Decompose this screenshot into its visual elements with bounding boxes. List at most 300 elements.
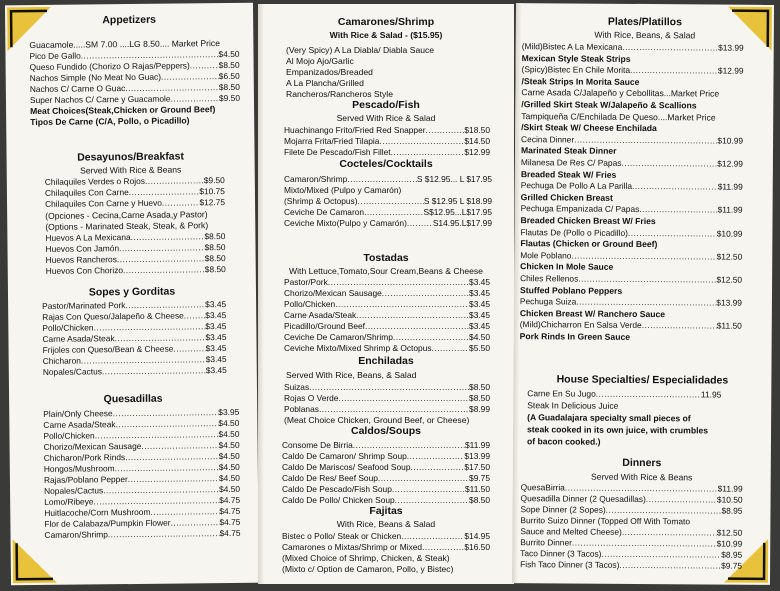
english-description: Breaded Steak W/ Fries	[520, 168, 617, 180]
item-name: Nopales/Cactus	[44, 485, 104, 496]
section-subtitle: With Rice & Salad - ($15.95)	[329, 30, 443, 40]
item-name: Camaron/Shrimp	[284, 174, 348, 184]
menu-item-row	[282, 542, 490, 552]
menu-item-row	[520, 504, 742, 516]
menu-item-row	[282, 473, 490, 483]
item-name: Rajas/Poblano Pepper	[43, 474, 128, 485]
item-name: Ceviche Mixto/Mixed Shrimp & Octopus	[284, 343, 432, 353]
menu-item-row	[521, 204, 743, 216]
menu-item-line: Tampiqueña C/Enchilada De Queso....Market Price	[521, 110, 716, 123]
item-price: $4.50	[219, 483, 241, 495]
leader-dots	[574, 134, 717, 145]
menu-item-row	[522, 64, 744, 76]
item-name: Burrito Suizo Dinner (Topped Off With Tomato	[520, 515, 691, 527]
menu-item-row	[44, 473, 240, 485]
menu-item-row	[520, 296, 742, 308]
item-name: Milanesa De Res C/ Papas	[520, 157, 622, 168]
leader-dots	[184, 310, 206, 320]
english-description: Chicken Breast W/ Ranchero Sauce	[519, 307, 666, 319]
leader-dots	[117, 253, 205, 264]
item-name: (Shrimp & Octopus)	[284, 196, 358, 206]
item-name: Rajas Con Queso/Jalapeño & Cheese	[42, 310, 184, 322]
leader-dots	[601, 549, 721, 560]
item-name: Chiles Rellenos	[520, 273, 579, 284]
item-price: $4.50	[218, 450, 240, 462]
shrimp-style-line: Al Mojo Ajo/Garlic	[286, 56, 354, 66]
item-price: $4.75	[219, 527, 241, 539]
item-name: Mole Poblano	[520, 249, 572, 261]
english-description: /Skirt Steak W/ Cheese Enchilada	[521, 122, 657, 134]
item-name: Hongos/Mushroom	[43, 463, 115, 474]
menu-item-row	[284, 310, 490, 320]
menu-item-row	[284, 299, 490, 309]
section-title-fajitas: Fajitas	[369, 505, 403, 517]
item-name: Mixto/Mixed (Pulpo y Camarón)	[284, 185, 402, 195]
menu-item-row	[44, 440, 240, 452]
item-price: $10.99	[717, 135, 744, 146]
menu-item-row	[520, 515, 742, 527]
menu-item-row	[45, 231, 225, 243]
item-name: Caldo De Res/ Beef Soup	[282, 473, 378, 483]
leader-dots	[347, 174, 417, 184]
item-price: $10.75	[199, 186, 225, 197]
menu-item-line: Carne Asada C/Jalapeño y Cebollitas...Market Price	[521, 87, 720, 99]
item-price: $8.50	[218, 81, 240, 93]
menu-item-row	[520, 537, 742, 549]
item-name: Ceviche Mixto(Pulpo y Camarón)	[284, 218, 407, 228]
leader-dots	[150, 506, 219, 517]
item-price: S $12.95... L $17.95	[416, 174, 492, 184]
section-subtitle: Served With Rice, Beans, & Salad	[286, 370, 417, 380]
menu-item-row	[46, 253, 226, 265]
menu-item-row	[45, 186, 225, 198]
leader-dots	[319, 404, 469, 414]
item-name: Pollo/Chicken	[43, 430, 95, 441]
item-price: S14.95.L$17.99	[432, 218, 492, 228]
leader-dots	[401, 531, 464, 541]
menu-item-row	[521, 134, 743, 146]
leader-dots	[378, 473, 469, 483]
item-name: Carne Asada/Steak	[43, 419, 116, 430]
leader-dots	[145, 175, 204, 186]
menu-item-row	[521, 482, 743, 494]
menu-item-row	[284, 125, 490, 135]
item-price: $13.99	[464, 451, 490, 461]
section-title-quesadillas: Quesadillas	[103, 392, 163, 406]
item-name: Huevos Con Chorizo	[45, 265, 124, 276]
leader-dots	[335, 299, 469, 309]
item-price: $17.50	[464, 462, 490, 472]
item-price: $3.45	[205, 343, 227, 354]
item-price: $12.75	[199, 197, 226, 208]
item-price: $14.95	[464, 531, 490, 541]
leader-dots	[407, 451, 465, 461]
meat-choices-note: Meat Choices(Steak,Chicken or Ground Beef)	[30, 104, 216, 117]
item-name: Nachos Simple (No Meat No Guac)	[29, 71, 162, 84]
leader-dots	[162, 197, 200, 207]
item-name: Chorizo/Mexican Sausage	[284, 288, 382, 298]
menu-item-row	[45, 175, 225, 187]
leader-dots	[407, 218, 433, 228]
item-price: $4.50	[469, 332, 490, 342]
menu-panel-right	[512, 3, 774, 585]
item-name: Mojarra Frita/Fried Tilapia	[284, 136, 380, 146]
section-subtitle: With Rice, Beans, & Salad	[594, 29, 696, 41]
leader-dots	[622, 527, 717, 538]
item-name: Plain/Only Cheese	[43, 408, 113, 419]
item-price: $11.99	[717, 181, 743, 192]
item-price: $3.45	[469, 288, 490, 298]
menu-item-row	[520, 227, 742, 239]
shrimp-style-line: Empanizados/Breaded	[286, 67, 373, 77]
house-specialty-description: (A Guadalajara specialty small pieces of	[527, 412, 691, 424]
section-title-caldos: Caldos/Soups	[350, 425, 421, 437]
menu-item-row	[521, 180, 743, 192]
section-title-breakfast: Desayunos/Breakfast	[77, 150, 185, 164]
item-name: Pico De Gallo	[29, 50, 81, 62]
item-price: $3.45	[469, 310, 490, 320]
item-name: Ceviche De Camaron/Shrimp	[284, 332, 393, 342]
section-title-tostadas: Tostadas	[363, 252, 409, 264]
section-title-pescado: Pescado/Fish	[352, 99, 420, 111]
item-price: S $12.95 L $18.99	[423, 196, 492, 206]
section-title-camarones: Camarones/Shrimp	[337, 16, 435, 28]
leader-dots	[94, 321, 206, 332]
menu-panel-left	[5, 3, 259, 586]
section-title-enchiladas: Enchiladas	[358, 355, 414, 367]
section-title-sopes: Sopes y Gorditas	[88, 285, 176, 299]
leader-dots	[102, 365, 206, 376]
leader-dots	[392, 484, 465, 494]
item-name: Carne Asada/Steak	[42, 333, 115, 344]
english-description: Breaded Chicken Breast W/ Fries	[520, 215, 656, 227]
item-price: $3.45	[469, 299, 490, 309]
item-price: $8.50	[204, 231, 226, 242]
menu-item-row	[284, 393, 490, 403]
item-price: $3.45	[205, 365, 227, 376]
item-price: $13.99	[716, 297, 742, 308]
item-price: $16.50	[464, 542, 490, 552]
item-name: Camaron/Shrimp	[44, 529, 108, 540]
item-price: $12.99	[464, 147, 490, 157]
leader-dots	[81, 49, 219, 60]
leader-dots	[576, 297, 716, 308]
item-name: Camarones o Mixtas/Shrimp or Mixed	[282, 542, 423, 552]
english-description: Mexican Style Steak Strips	[521, 52, 631, 64]
guacamole-line: Guacamole.....SM 7.00 ....LG 8.50.... Market Price	[29, 38, 221, 51]
leader-dots	[170, 517, 219, 528]
item-name: Suizas	[284, 382, 310, 392]
menu-item-row	[42, 299, 226, 311]
item-price: $9.50	[203, 175, 225, 186]
menu-item-row	[45, 197, 225, 209]
item-price: $10.99	[716, 228, 743, 239]
item-price: $11.99	[717, 483, 743, 494]
item-name: (Mild)Bistec A La Mexicana	[521, 41, 623, 52]
menu-item-row	[44, 451, 240, 463]
menu-item-row	[282, 440, 490, 450]
leader-dots	[393, 332, 469, 342]
item-name: Carne Asada/Steak	[284, 310, 357, 320]
leader-dots	[131, 231, 205, 242]
menu-panel-middle	[258, 4, 514, 584]
leader-dots	[621, 158, 717, 169]
item-price: $8.50	[469, 393, 490, 403]
leader-dots	[356, 310, 469, 320]
item-name: QuesaBirria	[520, 482, 565, 493]
menu-item-row	[282, 484, 490, 494]
item-price: $4.50	[218, 439, 240, 451]
leader-dots	[93, 495, 219, 506]
menu-item-row	[520, 526, 742, 538]
item-price: $4.50	[218, 417, 240, 429]
item-price: $9.75	[469, 473, 490, 483]
item-name: Nopales/Cactus	[42, 366, 102, 377]
leader-dots	[125, 451, 219, 462]
item-price: $8.50	[469, 495, 490, 505]
menu-item-row	[284, 207, 492, 217]
english-description: /Grilled Skirt Steak W/Jalapeño & Scallions	[521, 99, 697, 111]
menu-item-row	[44, 484, 240, 496]
item-name: Huachinango Frito/Fried Red Snapper	[284, 125, 426, 135]
menu-item-row	[284, 196, 492, 206]
leader-dots	[161, 71, 219, 82]
menu-item-row	[284, 343, 490, 353]
item-price: $12.50	[716, 274, 743, 285]
item-price: $4.75	[219, 494, 241, 506]
item-price: $3.45	[205, 299, 227, 310]
menu-item-row	[42, 321, 226, 333]
item-price: $12.50	[716, 251, 743, 262]
item-name: Flor de Calabaza/Pumpkin Flower	[44, 517, 171, 529]
leader-dots	[646, 494, 717, 504]
menu-item-row	[284, 136, 490, 146]
item-name: Queso Fundido (Chorizo O Rajas/Peppers)	[29, 60, 190, 73]
menu-item-row	[44, 528, 240, 540]
item-price: $5.50	[469, 343, 490, 353]
leader-dots	[572, 538, 717, 549]
item-name: Picadillo/Ground Beef	[284, 321, 366, 331]
item-price: $11.99	[717, 204, 743, 216]
enchiladas-meat-note: (Meat Choice Chicken, Ground Beef, or Cheese)	[284, 415, 470, 425]
menu-item-row	[284, 174, 492, 184]
item-price: $9.50	[218, 92, 241, 104]
item-price: $8.50	[469, 382, 490, 392]
item-price: $3.45	[205, 354, 227, 365]
leader-dots	[639, 204, 717, 215]
menu-item-row	[284, 288, 490, 298]
item-name: Pollo/Chicken	[42, 322, 94, 333]
item-name: Poblanas	[284, 404, 319, 414]
leader-dots	[578, 274, 716, 285]
item-price: $10.99	[716, 538, 743, 549]
item-price: $8.50	[204, 264, 226, 275]
english-description: /Steak Strips In Morita Sauce	[521, 75, 640, 87]
leader-dots	[619, 560, 721, 571]
item-price: $3.45	[205, 332, 227, 343]
item-price: $9.75	[721, 560, 743, 571]
item-price: 11.95	[700, 389, 722, 400]
item-price: $8.50	[204, 253, 226, 264]
item-name: Sope Dinner (2 Sopes)	[520, 504, 606, 515]
item-name: Huevos A La Mexicana	[45, 232, 131, 243]
section-subtitle: Served With Rice & Beans	[80, 164, 182, 176]
menu-item-row	[521, 157, 743, 169]
item-name: Caldo De Mariscos/ Seafood Soup	[282, 462, 411, 472]
section-subtitle: Served With Rice & Beans	[591, 471, 693, 483]
item-name: Sauce and Melted Cheese)	[520, 526, 622, 537]
item-price: $4.50	[218, 472, 240, 484]
item-name: Pastor/Marinated Pork	[42, 300, 126, 311]
menu-item-row	[282, 451, 490, 461]
leader-dots	[642, 320, 717, 331]
menu-item-row	[43, 354, 227, 366]
item-name: Chicharon	[42, 355, 81, 366]
item-price: $11.50	[465, 484, 490, 494]
item-name: Consome De Birria	[282, 440, 353, 450]
section-title-dinners: Dinners	[622, 456, 662, 470]
menu-item-row	[522, 41, 744, 53]
leader-dots	[432, 343, 469, 353]
menu-item-row	[284, 321, 490, 331]
item-price: $14.50	[464, 136, 490, 146]
menu-item-row	[43, 365, 227, 377]
menu-item-row	[520, 548, 742, 560]
leader-dots	[123, 264, 205, 275]
item-price: $12.99	[717, 65, 744, 76]
menu-item-row	[521, 493, 743, 505]
item-name: (Spicy)Bistec En Chile Morita	[521, 64, 631, 76]
item-name: Pechuga Suiza	[519, 296, 577, 307]
item-price: $11.50	[716, 320, 742, 332]
menu-item-row	[284, 218, 492, 228]
house-specialty-description: of bacon cooked.)	[526, 436, 601, 447]
item-price: $4.75	[219, 505, 241, 517]
section-title-cocteles: Cocteles/Cocktails	[339, 158, 433, 170]
menu-item-row	[520, 320, 742, 332]
menu-item-row	[46, 264, 226, 276]
menu-item-row	[284, 147, 490, 157]
leader-dots	[426, 125, 465, 135]
menu-item-row	[44, 495, 240, 507]
house-specialty-description: steak cooked in its own juice, with crumbles	[527, 424, 709, 436]
leader-dots	[622, 42, 718, 53]
leader-dots	[630, 65, 718, 76]
menu-item-row	[284, 277, 490, 287]
english-description: Stuffed Poblano Peppers	[519, 284, 623, 296]
leader-dots	[328, 277, 469, 287]
item-name: Frijoles con Queso/Bean & Cheese	[42, 343, 174, 355]
leader-dots	[190, 60, 219, 70]
leader-dots	[353, 440, 465, 450]
menu-item-row	[520, 250, 742, 262]
leader-dots	[115, 462, 219, 473]
item-name: Quesadilla Dinner (2 Quesadillas)	[520, 493, 646, 505]
item-name: Pechuga Empanizada C/ Papas	[520, 203, 640, 215]
item-name: Huevos Rancheros	[45, 254, 117, 265]
item-price: $4.50	[218, 48, 240, 60]
leader-dots	[382, 288, 469, 298]
menu-item-row	[284, 382, 490, 392]
section-title-appetizers: Appetizers	[102, 13, 157, 27]
leader-dots	[128, 473, 219, 484]
english-description: Flautas (Chicken or Ground Beef)	[520, 238, 658, 250]
item-name: Chorizo/Mexican Sausage	[43, 440, 142, 452]
shrimp-style-line: A La Plancha/Grilled	[286, 78, 364, 88]
shrimp-style-line: (Very Spicy) A La Diabla/ Diabla Sauce	[286, 45, 435, 55]
section-subtitle: With Rice, Beans & Salad	[336, 519, 436, 529]
leader-dots	[81, 354, 206, 365]
section-subtitle: Served With Rice & Salad	[336, 113, 436, 123]
item-price: $8.99	[469, 404, 490, 414]
item-price: $3.45	[205, 310, 227, 321]
english-description: Grilled Chicken Breast	[520, 191, 613, 203]
menu-item-row	[282, 531, 490, 541]
leader-dots	[379, 136, 464, 146]
item-price: $11.99	[465, 440, 490, 450]
item-price: $8.50	[218, 59, 240, 71]
shrimp-style-line: Rancheros/Rancheros Style	[286, 89, 393, 99]
english-description: Pork Rinds In Green Sauce	[519, 331, 631, 342]
leader-dots	[115, 418, 218, 429]
breakfast-options-es: (Opciones - Cecina,Carne Asada,y Pastor)	[45, 209, 208, 221]
leader-dots	[628, 227, 717, 238]
item-name: Huitlacoche/Corn Mushroom	[44, 506, 151, 518]
item-price: $13.99	[718, 42, 744, 53]
leader-dots	[606, 505, 722, 516]
fajitas-mixto-note: (Mixto c/ Option de Camaron, Pollo, y Bistec)	[282, 564, 454, 574]
item-name: Nachos C/ Carne O Guac	[29, 83, 126, 95]
menu-item-row	[42, 332, 226, 344]
leader-dots	[170, 93, 219, 104]
leader-dots	[103, 484, 219, 495]
item-name: Filete De Pescado/Fish Fillet	[284, 147, 391, 157]
menu-item-row	[43, 407, 239, 419]
item-name: Flautas De (Pollo o Picadillo)	[520, 226, 628, 238]
tipos-de-carne-note: Tipos De Carne (C/A, Pollo, o Picadillo)	[30, 115, 190, 128]
item-price: $4.50	[218, 428, 240, 440]
item-price: $4.50	[218, 461, 240, 473]
item-name: Lomo/Ribeye	[44, 496, 94, 507]
menu-item-row	[44, 506, 240, 518]
item-price: $4.75	[219, 516, 241, 528]
leader-dots	[364, 207, 423, 217]
menu-item-row	[282, 495, 490, 505]
item-price: $3.95	[218, 406, 240, 418]
item-price: $3.45	[469, 277, 490, 287]
item-name: Chicharon/Pork Rinds	[43, 452, 126, 463]
item-price: $3.45	[205, 321, 227, 332]
leader-dots	[141, 440, 218, 451]
english-description: Chicken In Mole Sauce	[520, 261, 614, 273]
section-title-plates: Plates/Platillos	[607, 15, 683, 29]
menu-item-row	[45, 242, 225, 254]
menu-item-row	[520, 559, 742, 571]
item-price: $18.50	[464, 125, 490, 135]
item-name: Caldo De Pescado/Fish Soup	[282, 484, 392, 494]
item-price: $8.95	[721, 505, 743, 516]
menu-item-row	[44, 462, 240, 474]
item-name: Chilaquiles Con Carne	[44, 187, 129, 198]
breakfast-options-en: (Options - Marinated Steak, Steak, & Pork)	[45, 220, 209, 232]
item-name: Chilaquiles Verdes o Rojos	[44, 175, 145, 187]
english-description: Marinated Steak Dinner	[520, 145, 617, 157]
leader-dots	[125, 82, 219, 93]
leader-dots	[115, 332, 206, 343]
item-name: Pollo/Chicken	[284, 299, 336, 309]
item-name: Caldo De Pollo/ Chicken Soup	[282, 495, 395, 505]
item-name: Huevos Con Jamón	[45, 243, 120, 254]
